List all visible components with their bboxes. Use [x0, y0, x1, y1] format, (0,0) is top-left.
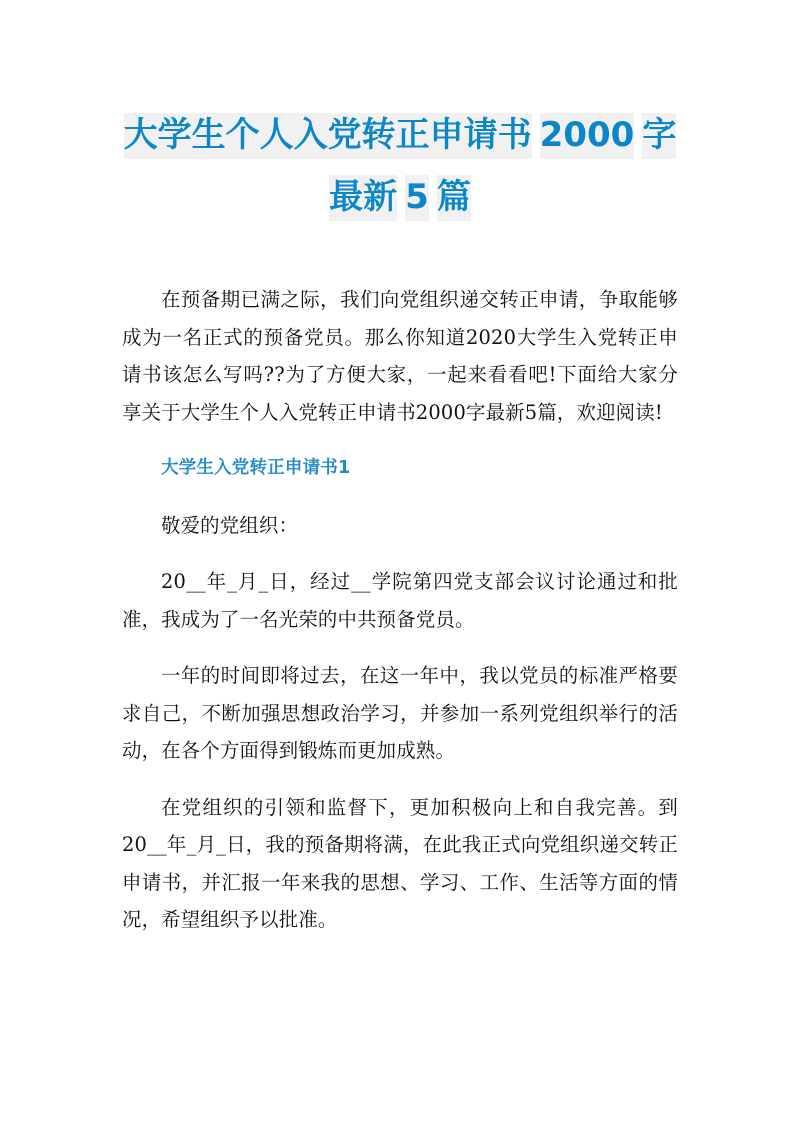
title-segment: 字 [642, 113, 676, 159]
title-segment: 篇 [437, 175, 471, 221]
title-segment: 大学生个人入党转正申请书 [124, 113, 532, 159]
intro-paragraph: 在预备期已满之际，我们向党组织递交转正申请，争取能够成为一名正式的预备党员。那么你知道2020大学生入党转正申请书该怎么写吗??为了方便大家，一起来看看吧!下面给大家分享关于大学生个人入党转正申请书2000字最新5篇，欢迎阅读! [122, 288, 678, 424]
body-paragraph: 一年的时间即将过去，在这一年中，我以党员的标准严格要求自己，不断加强思想政治学习，并参加一系列党组织举行的活动，在各个方面得到锻炼而更加成熟。 [122, 664, 678, 762]
body-paragraph: 20__年_月_日，经过__学院第四党支部会议讨论通过和批准，我成为了一名光荣的中共预备党员。 [122, 570, 678, 631]
section-heading: 大学生入党转正申请书1 [161, 458, 351, 478]
title-segment: 最新 [329, 175, 397, 221]
document-title [100, 104, 700, 228]
document-body [122, 281, 678, 958]
salutation: 敬爱的党组织： [161, 513, 299, 537]
title-segment: 5 [405, 175, 429, 221]
body-paragraph: 在党组织的引领和监督下，更加积极向上和自我完善。到20__年_月_日，我的预备期将满，在此我正式向党组织递交转正申请书，并汇报一年来我的思想、学习、工作、生活等方面的情况，希望组织予以批准。 [122, 795, 678, 931]
title-segment: 2000 [540, 113, 635, 159]
